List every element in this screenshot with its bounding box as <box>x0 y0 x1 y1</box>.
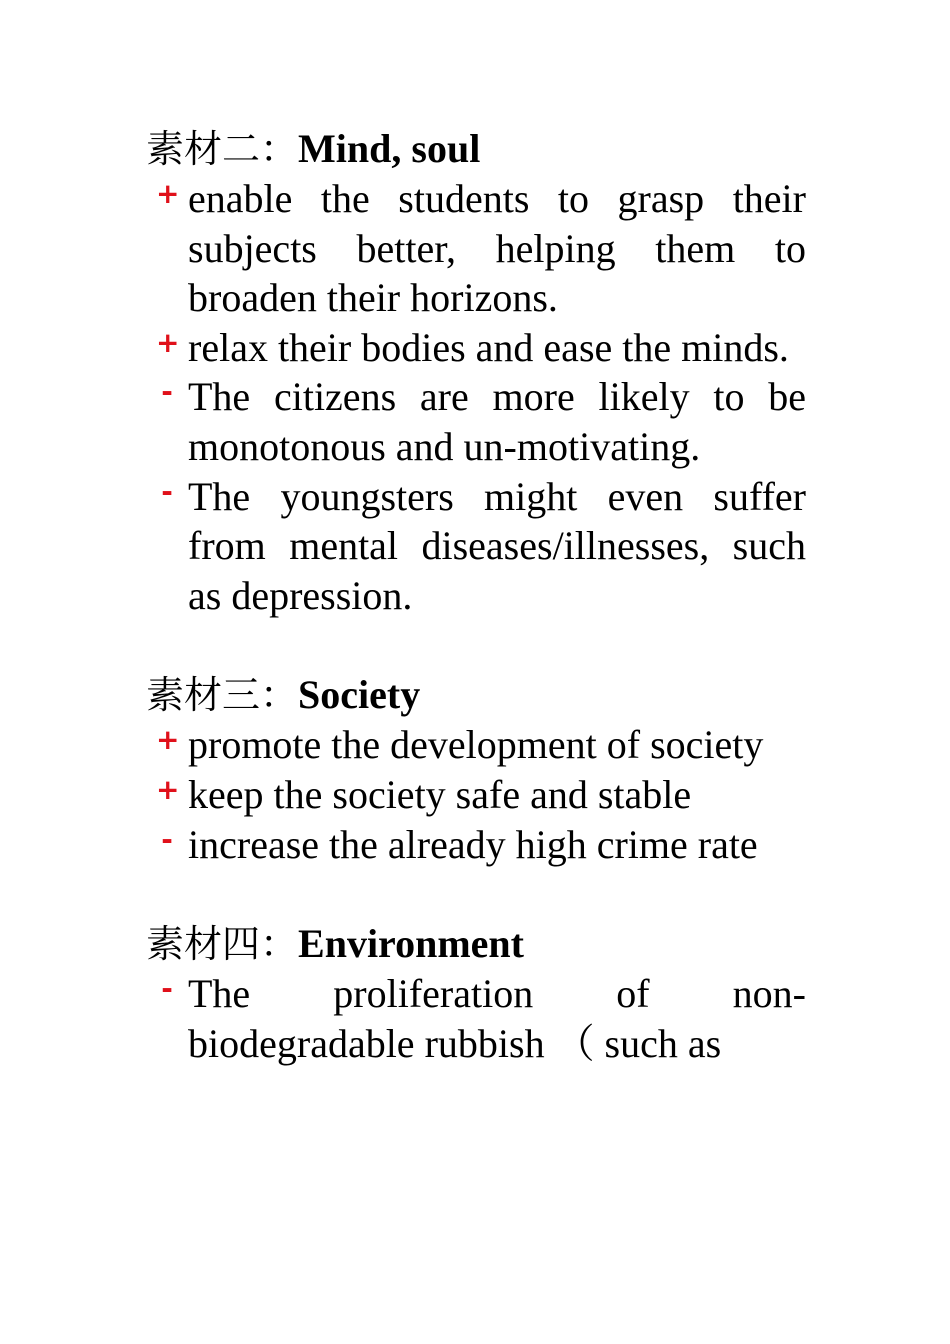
item-text: increase the already high crime rate <box>188 821 758 867</box>
section-heading <box>146 670 806 720</box>
bullet-list <box>146 720 806 869</box>
list-item <box>146 820 806 870</box>
section-mind-soul <box>146 124 806 620</box>
list-item <box>146 372 806 471</box>
plus-marker-icon: + <box>156 723 180 757</box>
minus-marker-icon: - <box>161 474 173 508</box>
item-text: enable the students to grasp their subjects better, helping them to broaden their horizons. <box>188 176 806 321</box>
minus-marker-icon: - <box>161 972 173 1006</box>
minus-marker-icon: - <box>161 375 173 409</box>
list-item <box>146 720 806 770</box>
plus-marker-icon: + <box>156 325 180 359</box>
section-topic: Environment <box>298 921 524 967</box>
bullet-list <box>146 174 806 620</box>
section-heading <box>146 124 806 174</box>
section-topic: Society <box>298 672 421 718</box>
list-item <box>146 174 806 323</box>
section-society <box>146 670 806 869</box>
section-label: 素材二： <box>146 127 299 171</box>
bullet-list <box>146 969 806 1068</box>
list-item <box>146 969 806 1068</box>
section-environment <box>146 919 806 1068</box>
item-text: The youngsters might even suffer from mental diseases/illnesses, such as depression. <box>188 473 806 618</box>
section-label: 素材四： <box>146 922 299 967</box>
item-text: The proliferation of non-biodegradable rubbish （ such as <box>188 971 806 1066</box>
list-item <box>146 770 806 820</box>
document-page <box>146 124 806 1118</box>
item-text: relax their bodies and ease the minds. <box>188 324 789 370</box>
section-label: 素材三： <box>146 673 299 718</box>
list-item <box>146 323 806 373</box>
plus-marker-icon: + <box>156 177 180 210</box>
section-heading <box>146 919 806 969</box>
plus-marker-icon: + <box>156 772 180 806</box>
item-text: The citizens are more likely to be monotonous and un-motivating. <box>188 374 806 469</box>
minus-marker-icon: - <box>161 822 173 856</box>
item-text: keep the society safe and stable <box>188 771 692 817</box>
section-topic: Mind, soul <box>298 126 481 171</box>
list-item <box>146 472 806 621</box>
item-text: promote the development of society <box>188 722 764 768</box>
